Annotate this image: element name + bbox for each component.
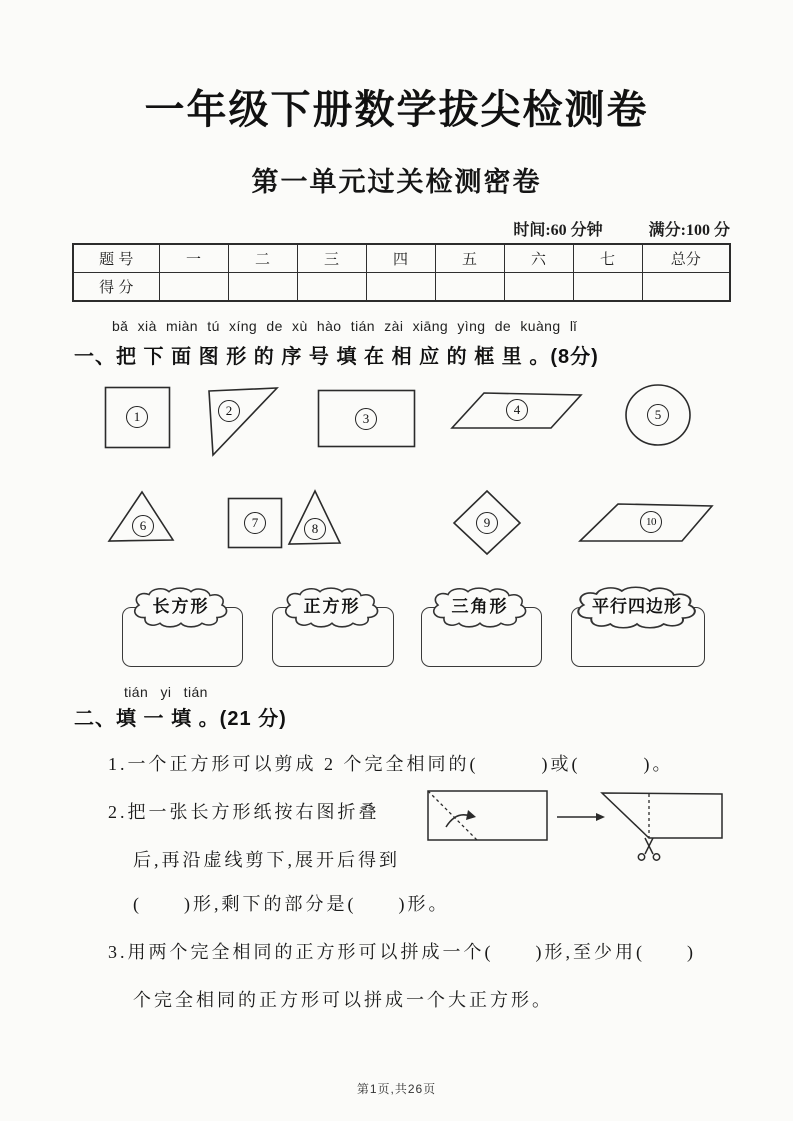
score-cell <box>159 273 228 302</box>
score-cell <box>642 273 730 302</box>
page-footer: 第1页,共26页 <box>356 1082 437 1096</box>
col-header: 二 <box>228 244 297 273</box>
fold-and-cut-figure <box>420 785 740 863</box>
col-header: 三 <box>297 244 366 273</box>
table-row <box>73 244 730 273</box>
unit-subtitle: 第一单元过关检测密卷 <box>251 167 542 197</box>
score-cell <box>297 273 366 302</box>
col-header: 一 <box>159 244 228 273</box>
table-row <box>73 273 730 302</box>
score-cell <box>573 273 642 302</box>
q1-pinyin: bǎ xià miàn tú xíng de xù hào tián zài xiāng yìng de kuàng lǐ <box>112 318 577 334</box>
full-score: 满分:100 分 <box>648 222 730 239</box>
category-label-parallelogram: 平行四边形 <box>592 597 682 616</box>
q2-item3-line2: 个完全相同的正方形可以拼成一个大正方形。 <box>133 990 553 1010</box>
col-header: 总分 <box>642 244 730 273</box>
score-cell <box>366 273 435 302</box>
shape-number-8: 8 <box>304 518 326 540</box>
q2-heading: 二、填 一 填 。(21 分) <box>74 708 287 730</box>
shape-number-3: 3 <box>355 408 377 430</box>
scissors-icon <box>638 838 659 860</box>
q2-item2-line1: 2.把一张长方形纸按右图折叠 <box>108 802 380 822</box>
q2-item1: 1.一个正方形可以剪成 2 个完全相同的( )或( )。 <box>108 754 674 774</box>
page-title: 一年级下册数学拔尖检测卷 <box>144 88 649 132</box>
q2-pinyin: tián yi tián <box>124 684 208 700</box>
exam-meta <box>471 217 730 240</box>
shape-number-9: 9 <box>476 512 498 534</box>
score-cell <box>228 273 297 302</box>
shape-number-6: 6 <box>132 515 154 537</box>
time-limit: 时间:60 分钟 <box>513 222 603 239</box>
shape-number-7: 7 <box>244 512 266 534</box>
shape-number-10: 10 <box>640 511 662 533</box>
score-label: 得 分 <box>73 273 159 302</box>
col-header: 五 <box>435 244 504 273</box>
score-cell <box>504 273 573 302</box>
folded-paper-shape <box>602 793 722 838</box>
shape-right-triangle-2 <box>205 385 281 458</box>
category-label-square: 正方形 <box>303 597 361 616</box>
category-label-triangle: 三角形 <box>451 597 509 616</box>
fold-arrow-head-icon <box>466 810 476 820</box>
shape-number-5: 5 <box>647 404 669 426</box>
q2-item3-line1: 3.用两个完全相同的正方形可以拼成一个( )形,至少用( ) <box>108 942 696 962</box>
q2-item2-line3: ( )形,剩下的部分是( )形。 <box>133 894 450 914</box>
q2-item2-line2: 后,再沿虚线剪下,展开后得到 <box>133 850 400 870</box>
col-header: 七 <box>573 244 642 273</box>
shape-number-1: 1 <box>126 406 148 428</box>
category-label-rectangle: 长方形 <box>152 597 210 616</box>
q1-heading: 一、把 下 面 图 形 的 序 号 填 在 相 应 的 框 里 。(8分) <box>74 346 599 368</box>
shape-number-2: 2 <box>218 400 240 422</box>
col-header: 四 <box>366 244 435 273</box>
col-header: 六 <box>504 244 573 273</box>
transform-arrow-head-icon <box>596 813 605 821</box>
paper-rectangle <box>428 791 547 840</box>
score-cell <box>435 273 504 302</box>
question-number-label: 题 号 <box>73 244 159 273</box>
shape-number-4: 4 <box>506 399 528 421</box>
score-table <box>72 243 731 302</box>
